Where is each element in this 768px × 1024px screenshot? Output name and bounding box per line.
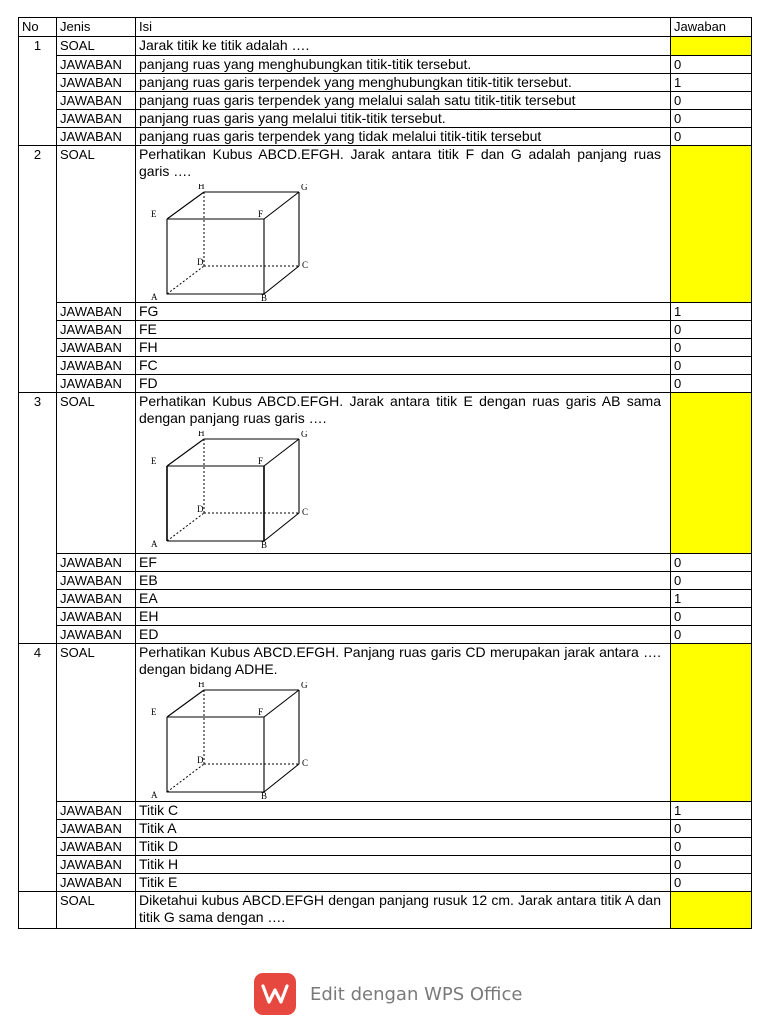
jawaban-label: JAWABAN (57, 128, 136, 146)
question-text: Perhatikan Kubus ABCD.EFGH. Jarak antara titik E dengan ruas garis AB sama dengan panjang ruas garis …. (139, 393, 661, 426)
answer-text: EF (136, 554, 671, 572)
jawaban-label: JAWABAN (57, 56, 136, 74)
soal-label: SOAL (57, 892, 136, 929)
answer-value[interactable]: 0 (671, 554, 752, 572)
cube-diagram (147, 431, 317, 549)
wps-w-glyph (260, 979, 290, 1009)
vertex-label-d: D (197, 257, 204, 267)
answer-text: Titik H (136, 856, 671, 874)
answer-value[interactable]: 0 (671, 92, 752, 110)
answer-text: panjang ruas garis terpendek yang tidak melalui titik-titik tersebut (136, 128, 671, 146)
vertex-label-g: G (301, 431, 308, 439)
question-number: 3 (19, 393, 57, 644)
quiz-table (18, 17, 752, 929)
vertex-label-b: B (261, 540, 268, 549)
vertex-label-a: A (151, 292, 158, 302)
jawaban-label: JAWABAN (57, 838, 136, 856)
vertex-label-e: E (151, 209, 157, 219)
answer-value[interactable]: 0 (671, 838, 752, 856)
jawaban-label: JAWABAN (57, 572, 136, 590)
answer-value[interactable]: 0 (671, 626, 752, 644)
answer-value[interactable]: 1 (671, 590, 752, 608)
vertex-label-h: H (198, 431, 205, 438)
vertex-label-d: D (197, 504, 204, 514)
vertex-label-f: F (258, 209, 264, 219)
wps-office-logo-icon (254, 973, 296, 1015)
answer-row (19, 608, 752, 626)
header-jenis: Jenis (57, 18, 136, 37)
answer-value[interactable]: 0 (671, 375, 752, 393)
vertex-label-b: B (261, 293, 268, 302)
jawaban-label: JAWABAN (57, 339, 136, 357)
vertex-label-f: F (258, 707, 264, 717)
answer-value[interactable]: 0 (671, 572, 752, 590)
jawaban-label: JAWABAN (57, 820, 136, 838)
cube-diagram (147, 184, 317, 302)
jawaban-label: JAWABAN (57, 554, 136, 572)
cube-edge-bc (264, 764, 299, 792)
question-content (136, 146, 671, 303)
jawaban-label: JAWABAN (57, 802, 136, 820)
cube-edge-bc (264, 266, 299, 294)
question-2-soal-row (19, 146, 752, 303)
jawaban-label: JAWABAN (57, 92, 136, 110)
question-number: 4 (19, 644, 57, 892)
answer-key-cell[interactable] (671, 393, 752, 554)
vertex-label-f: F (258, 456, 264, 466)
answer-value[interactable]: 1 (671, 74, 752, 92)
answer-text: ED (136, 626, 671, 644)
vertex-label-c: C (302, 758, 309, 768)
answer-row (19, 375, 752, 393)
answer-row (19, 820, 752, 838)
vertex-label-h: H (198, 682, 205, 689)
answer-row (19, 626, 752, 644)
answer-row (19, 56, 752, 74)
question-text: Perhatikan Kubus ABCD.EFGH. Panjang ruas garis CD merupakan jarak antara …. dengan bidang ADHE. (139, 644, 661, 677)
footer-text: Edit dengan WPS Office (310, 983, 523, 1005)
question-1-soal-row (19, 37, 752, 56)
jawaban-label: JAWABAN (57, 856, 136, 874)
question-number: 2 (19, 146, 57, 393)
jawaban-label: JAWABAN (57, 303, 136, 321)
answer-value[interactable]: 0 (671, 874, 752, 892)
answer-text: FE (136, 321, 671, 339)
jawaban-label: JAWABAN (57, 110, 136, 128)
answer-value[interactable]: 0 (671, 56, 752, 74)
answer-text: panjang ruas garis terpendek yang menghubungkan titik-titik tersebut. (136, 74, 671, 92)
answer-text: Titik C (136, 802, 671, 820)
cube-edge-fg (264, 439, 299, 466)
answer-text: Titik E (136, 874, 671, 892)
answer-value[interactable]: 0 (671, 128, 752, 146)
answer-text: EB (136, 572, 671, 590)
question-text: Perhatikan Kubus ABCD.EFGH. Jarak antara titik F dan G adalah panjang ruas garis …. (139, 146, 661, 179)
answer-row (19, 590, 752, 608)
vertex-label-c: C (302, 260, 309, 270)
soal-label: SOAL (57, 146, 136, 303)
question-5-soal-row (19, 892, 752, 929)
answer-text: panjang ruas garis yang melalui titik-titik tersebut. (136, 110, 671, 128)
answer-row (19, 303, 752, 321)
cube-edge-fg (264, 690, 299, 717)
cube-edge-eh (167, 192, 204, 219)
answer-row (19, 357, 752, 375)
answer-text: FH (136, 339, 671, 357)
answer-row (19, 838, 752, 856)
header-isi: Isi (136, 18, 671, 37)
answer-row (19, 321, 752, 339)
jawaban-label: JAWABAN (57, 608, 136, 626)
answer-key-cell[interactable] (671, 146, 752, 303)
answer-value[interactable]: 0 (671, 357, 752, 375)
jawaban-label: JAWABAN (57, 375, 136, 393)
answer-value[interactable]: 1 (671, 802, 752, 820)
answer-value[interactable]: 1 (671, 303, 752, 321)
cube-edge-fg (264, 192, 299, 219)
jawaban-label: JAWABAN (57, 874, 136, 892)
answer-row (19, 92, 752, 110)
answer-value[interactable]: 0 (671, 608, 752, 626)
answer-row (19, 128, 752, 146)
answer-value[interactable]: 0 (671, 856, 752, 874)
vertex-label-e: E (151, 456, 157, 466)
header-row (19, 18, 752, 37)
vertex-label-a: A (151, 790, 158, 800)
cube-hidden-ad (167, 764, 204, 792)
answer-text: EH (136, 608, 671, 626)
answer-text: panjang ruas garis terpendek yang melalui salah satu titik-titik tersebut (136, 92, 671, 110)
answer-value[interactable]: 0 (671, 110, 752, 128)
header-no: No (19, 18, 57, 37)
question-4-soal-row (19, 644, 752, 802)
answer-row (19, 856, 752, 874)
answer-text: FG (136, 303, 671, 321)
cube-edge-bc (264, 513, 299, 541)
question-content (136, 393, 671, 554)
soal-label: SOAL (57, 644, 136, 802)
cube-edge-eh (167, 439, 204, 466)
question-number (19, 892, 57, 929)
answer-text: panjang ruas yang menghubungkan titik-titik tersebut. (136, 56, 671, 74)
vertex-label-a: A (151, 539, 158, 549)
answer-row (19, 554, 752, 572)
answer-text: FD (136, 375, 671, 393)
answer-key-cell[interactable] (671, 644, 752, 802)
vertex-label-g: G (301, 682, 308, 690)
vertex-label-e: E (151, 707, 157, 717)
answer-value[interactable]: 0 (671, 339, 752, 357)
cube-edge-eh (167, 690, 204, 717)
jawaban-label: JAWABAN (57, 357, 136, 375)
vertex-label-b: B (261, 791, 268, 800)
answer-text: EA (136, 590, 671, 608)
answer-text: Titik A (136, 820, 671, 838)
question-number: 1 (19, 37, 57, 146)
cube-diagram (147, 682, 317, 800)
answer-key-cell[interactable] (671, 37, 752, 56)
question-3-soal-row (19, 393, 752, 554)
answer-row (19, 802, 752, 820)
answer-row (19, 572, 752, 590)
cube-front-face (167, 219, 264, 294)
answer-row (19, 74, 752, 92)
wps-edit-banner[interactable] (254, 970, 522, 1018)
answer-row (19, 110, 752, 128)
vertex-label-g: G (301, 184, 308, 192)
answer-text: Titik D (136, 838, 671, 856)
jawaban-label: JAWABAN (57, 590, 136, 608)
header-jawaban: Jawaban (671, 18, 752, 37)
jawaban-label: JAWABAN (57, 321, 136, 339)
soal-label: SOAL (57, 37, 136, 56)
vertex-label-d: D (197, 755, 204, 765)
answer-row (19, 874, 752, 892)
answer-value[interactable]: 0 (671, 321, 752, 339)
jawaban-label: JAWABAN (57, 626, 136, 644)
answer-row (19, 339, 752, 357)
soal-label: SOAL (57, 393, 136, 554)
vertex-label-c: C (302, 507, 309, 517)
cube-hidden-ad (167, 266, 204, 294)
jawaban-label: JAWABAN (57, 74, 136, 92)
question-content (136, 644, 671, 802)
cube-front-face (167, 717, 264, 792)
question-text (136, 892, 671, 929)
answer-text: FC (136, 357, 671, 375)
cube-hidden-ad (167, 513, 204, 541)
question-text: Jarak titik ke titik adalah …. (136, 37, 671, 56)
answer-value[interactable]: 0 (671, 820, 752, 838)
vertex-label-h: H (198, 184, 205, 191)
answer-key-cell[interactable] (671, 892, 752, 929)
question-text-body: Diketahui kubus ABCD.EFGH dengan panjang rusuk 12 cm. Jarak antara titik A dan titik G sama dengan …. (139, 892, 661, 925)
